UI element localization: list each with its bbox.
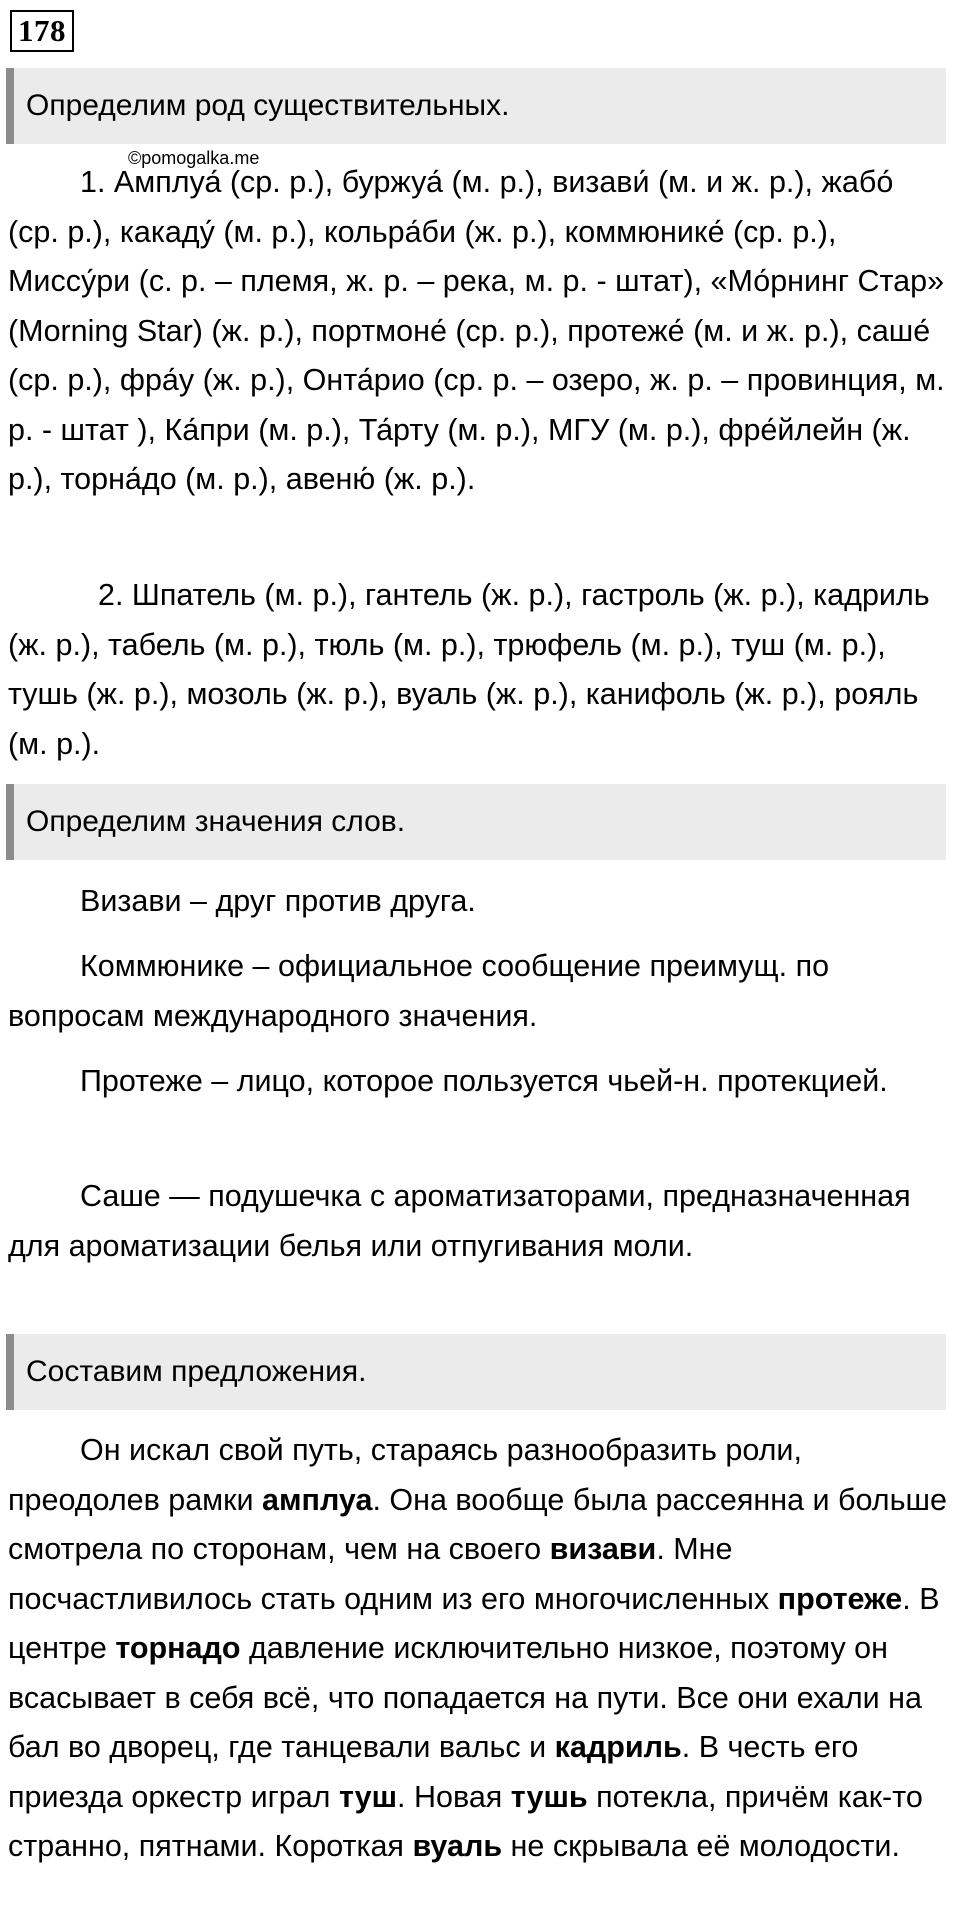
sentence-text: Он искал свой путь, стараясь разнообразить роли, преодолев рамки [8, 1433, 802, 1517]
section-heading-sentences: Составим предложения. [6, 1334, 946, 1410]
keyword-kadril: кадриль [554, 1730, 682, 1764]
section-heading-gender: Определим род существительных. [6, 68, 946, 144]
keyword-tush-music: туш [338, 1779, 398, 1814]
watermark: ©pomogalka.me [128, 148, 260, 168]
sentence-text: . В центре [8, 1581, 940, 1665]
task-number: 178 [10, 10, 74, 52]
keyword-amplua: амплуа [262, 1482, 373, 1517]
sentence-text: . Она вообще была рассеянна и больше смотрела по сторонам, чем на своего [8, 1482, 947, 1566]
meaning-protezhe: Протеже – лицо, которое пользуется чьей-н. протекцией. [80, 1064, 888, 1098]
sentence-text: . Мне посчастливилось стать одним из его многочисленных [8, 1532, 778, 1616]
keyword-vual: вуаль [412, 1829, 503, 1863]
keyword-tush-ink: тушь [510, 1779, 588, 1814]
gender-paragraph-1: 1. Амплуа́ (ср. р.), буржуа́ (м. р.), визави́ (м. и ж. р.), жабо́ (ср. р.), какаду́ (м. р.), кольра́би (ж. р.), коммюнике́ (ср. р.), Миссу́ри (с. р. – племя, ж. р. – река, м. р. - штат), «Мо́рнинг Стар» (Morning Star) (ж. р.), портмоне́ (ср. р.), протеже́ (м. и ж. р.), саше́ (ср. р.), фра́у (ж. р.), Онта́рио (ср. р. – озеро, ж. р. – провинция, м. р. - штат ), Ка́при (м. р.), Та́рту (м. р.), МГУ (м. р.), фре́йлейн (ж. р.), торна́до (м. р.), авеню́ (ж. р.). [8, 165, 945, 496]
gender-paragraph-2: 2. Шпатель (м. р.), гантель (ж. р.), гастроль (ж. р.), кадриль (ж. р.), табель (м. р.), тюль (м. р.), трюфель (м. р.), туш (м. р.), тушь (ж. р.), мозоль (ж. р.), вуаль (ж. р.), канифоль (ж. р.), рояль (м. р.). [8, 578, 930, 761]
sentences-paragraph [8, 1426, 950, 1872]
keyword-vizavi: визави [549, 1532, 657, 1566]
sentence-text: . В честь его приезда оркестр играл [8, 1730, 859, 1814]
sentence-text: . Новая [397, 1779, 511, 1814]
meaning-vizavi: Визави – друг против друга. [80, 884, 476, 918]
keyword-protezhe: протеже [777, 1581, 903, 1616]
keyword-tornado: торнадо [115, 1631, 241, 1665]
sentence-text: не скрывала её молодости. [502, 1829, 900, 1863]
sentence-text: давление исключительно низкое, поэтому он всасывает в себя всё, что попадается на пути. Все они ехали на бал во дворец, где танцевали вальс и [8, 1631, 922, 1764]
meaning-kommyunike: Коммюнике – официальное сообщение преимущ. по вопросам международного значения. [8, 949, 830, 1033]
meaning-sashe: Саше — подушечка с ароматизаторами, предназначенная для ароматизации белья или отпугивания моли. [8, 1179, 911, 1263]
section-heading-meanings: Определим значения слов. [6, 784, 946, 860]
sentence-text: потекла, причём как-то странно, пятнами. Короткая [8, 1779, 923, 1863]
